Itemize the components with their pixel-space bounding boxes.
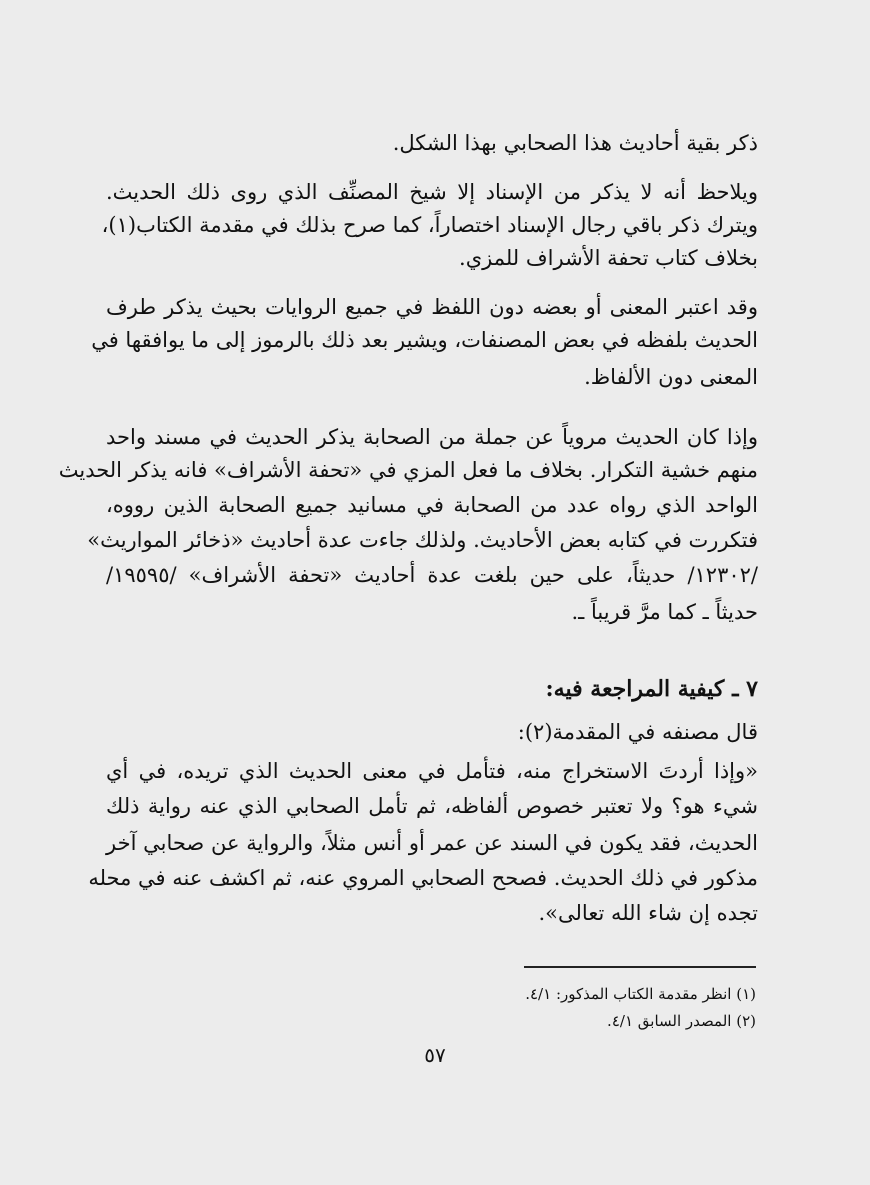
body-line: قال مصنفه في المقدمة(٢):: [517, 720, 758, 744]
body-line: /١٢٣٠٢/ حديثاً، على حين بلغت عدة أحاديث «تحفة الأشراف» /١٩٥٩٥/: [106, 563, 758, 587]
body-line: ويترك ذكر باقي رجال الإسناد اختصاراً، كما صرح بذلك في مقدمة الكتاب(١)،: [101, 213, 758, 237]
body-line: ويلاحظ أنه لا يذكر من الإسناد إلا شيخ المصنِّف الذي روى ذلك الحديث.: [106, 180, 758, 204]
body-line: وإذا كان الحديث مروياً عن جملة من الصحابة يذكر الحديث في مسند واحد: [106, 425, 758, 449]
body-line: منهم خشية التكرار. بخلاف ما فعل المزي في «تحفة الأشراف» فانه يذكر الحديث: [58, 458, 758, 482]
body-line: المعنى دون الألفاظ.: [584, 365, 758, 389]
body-line: بخلاف كتاب تحفة الأشراف للمزي.: [459, 246, 758, 270]
body-line: وقد اعتبر المعنى أو بعضه دون اللفظ في جميع الروايات بحيث يذكر طرف: [106, 295, 758, 319]
body-line: فتكررت في كتابه بعض الأحاديث. ولذلك جاءت عدة أحاديث «ذخائر المواريث»: [87, 528, 758, 552]
footnote: (١) انظر مقدمة الكتاب المذكور: ٤/١.: [525, 985, 756, 1003]
body-line: الحديث، فقد يكون في السند عن عمر أو أنس مثلاً، والرواية عن صحابي آخر: [106, 831, 758, 855]
body-line: حديثاً ـ كما مرَّ قريباً ـ.: [571, 600, 758, 624]
body-line: شيء هو؟ ولا تعتبر خصوص ألفاظه، ثم تأمل الصحابي الذي عنه رواية ذلك: [106, 794, 758, 818]
body-line: الحديث بلفظه في بعض المصنفات، ويشير بعد ذلك بالرموز إلى ما يوافقها في: [91, 328, 758, 352]
body-line: «وإذا أردتَ الاستخراج منه، فتأمل في معنى الحديث الذي تريده، في أي: [106, 759, 758, 783]
body-line: تجده إن شاء الله تعالى».: [538, 901, 758, 925]
footnote-separator: [524, 966, 756, 968]
body-line: الواحد الذي رواه عدد من الصحابة في مسانيد جميع الصحابة الذين رووه،: [106, 493, 758, 517]
page-number: ٥٧: [424, 1043, 446, 1067]
footnote: (٢) المصدر السابق ٤/١.: [607, 1012, 756, 1030]
section-heading: ٧ ـ كيفية المراجعة فيه:: [545, 676, 758, 702]
body-line: مذكور في ذلك الحديث. فصحح الصحابي المروي عنه، ثم اكشف عنه في محله: [88, 866, 758, 890]
body-line: ذكر بقية أحاديث هذا الصحابي بهذا الشكل.: [392, 131, 758, 155]
